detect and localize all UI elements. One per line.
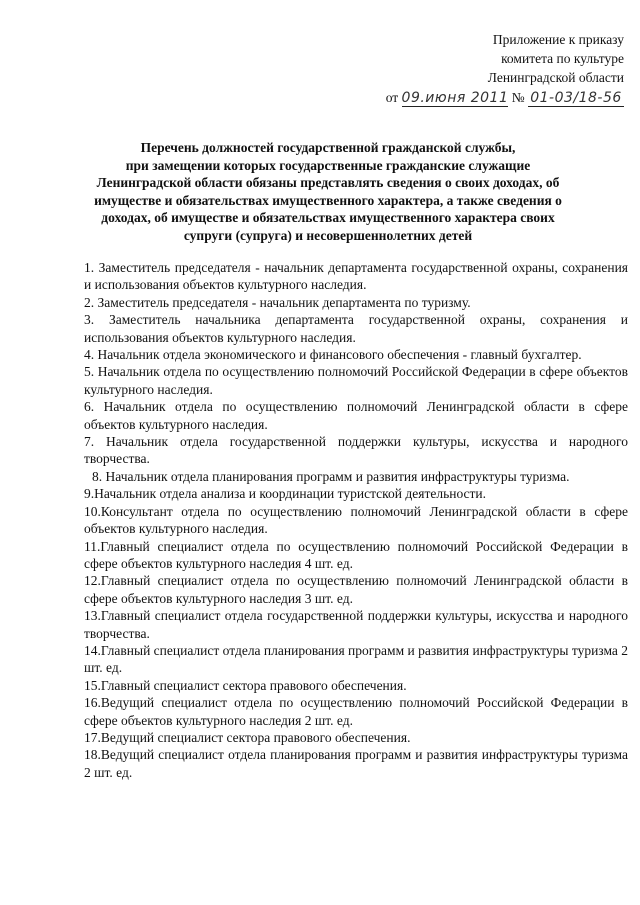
list-item: 4. Начальник отдела экономического и финансового обеспечения - главный бухгалтер.	[84, 347, 582, 363]
list-item: 8. Начальник отдела планирования программ и развития инфраструктуры туризма.	[92, 468, 570, 484]
approval-line: комитета по культуре	[501, 51, 624, 66]
list-item: 13.Главный специалист отдела государственной поддержки культуры, искусства и народного творчества.	[84, 608, 628, 641]
positions-list	[84, 259, 628, 781]
title-line: доходах, об имуществе и обязательствах имущественного характера своих	[101, 210, 555, 226]
approval-line: Приложение к приказу	[492, 32, 624, 47]
list-item: 9.Начальник отдела анализа и координации туристской деятельности.	[84, 486, 487, 502]
list-item: 3. Заместитель начальника департамента государственной охраны, сохранения и использования объектов культурного наследия.	[84, 312, 628, 345]
list-item: 12.Главный специалист отдела по осуществлению полномочий Ленинградской области в сфере объектов культурного наследия 3 шт. ед.	[84, 573, 628, 606]
handwritten-order-number: 01-03/18-56	[528, 90, 624, 107]
list-item: 7. Начальник отдела государственной поддержки культуры, искусства и народного творчества.	[84, 434, 628, 467]
approval-block	[324, 30, 624, 107]
list-item: 16.Ведущий специалист отдела по осуществлению полномочий Российской Федерации в сфере объектов культурного наследия 2 шт. ед.	[84, 695, 628, 728]
handwritten-date: 09.июня 2011	[401, 90, 509, 106]
list-item: 6. Начальник отдела по осуществлению полномочий Ленинградской области в сфере объектов культурного наследия.	[84, 399, 628, 432]
title-line: Перечень должностей государственной гражданской службы,	[140, 140, 516, 155]
list-item: 14.Главный специалист отдела планирования программ и развития инфраструктуры туризма 2 шт. ед.	[84, 642, 629, 676]
list-item: 18.Ведущий специалист отдела планирования программ и развития инфраструктуры туризма 2 шт. ед.	[84, 747, 628, 780]
list-item: 15.Главный специалист сектора правового обеспечения.	[84, 677, 407, 693]
list-item: 11.Главный специалист отдела по осуществлению полномочий Российской Федерации в сфере объектов культурного наследия 4 шт. ед.	[84, 538, 628, 571]
date-prefix: от	[385, 90, 399, 105]
title-line: имуществе и обязательствах имущественного характера, а также сведения о	[94, 192, 562, 208]
title-line: супруги (супруга) и несовершеннолетних детей	[183, 227, 473, 243]
order-reference	[324, 88, 624, 107]
title-line: при замещении которых государственные гражданские служащие	[125, 157, 531, 173]
list-item: 17.Ведущий специалист сектора правового обеспечения.	[84, 729, 411, 745]
list-item: 2. Заместитель председателя - начальник департамента по туризму.	[84, 294, 471, 310]
list-item: 5. Начальник отдела по осуществлению полномочий Российской Федерации в сфере объектов культурного наследия.	[84, 364, 628, 397]
list-item: 1. Заместитель председателя - начальник департамента государственной охраны, сохранения и использования объектов культурного наследия.	[84, 260, 628, 293]
approval-line: Ленинградской области	[487, 70, 624, 85]
title-line: Ленинградской области обязаны представлять сведения о своих доходах, об	[96, 175, 560, 191]
document-title	[58, 139, 598, 245]
list-item: 10.Консультант отдела по осуществлению полномочий Ленинградской области в сфере объектов культурного наследия.	[84, 503, 628, 537]
number-prefix: №	[511, 90, 525, 105]
